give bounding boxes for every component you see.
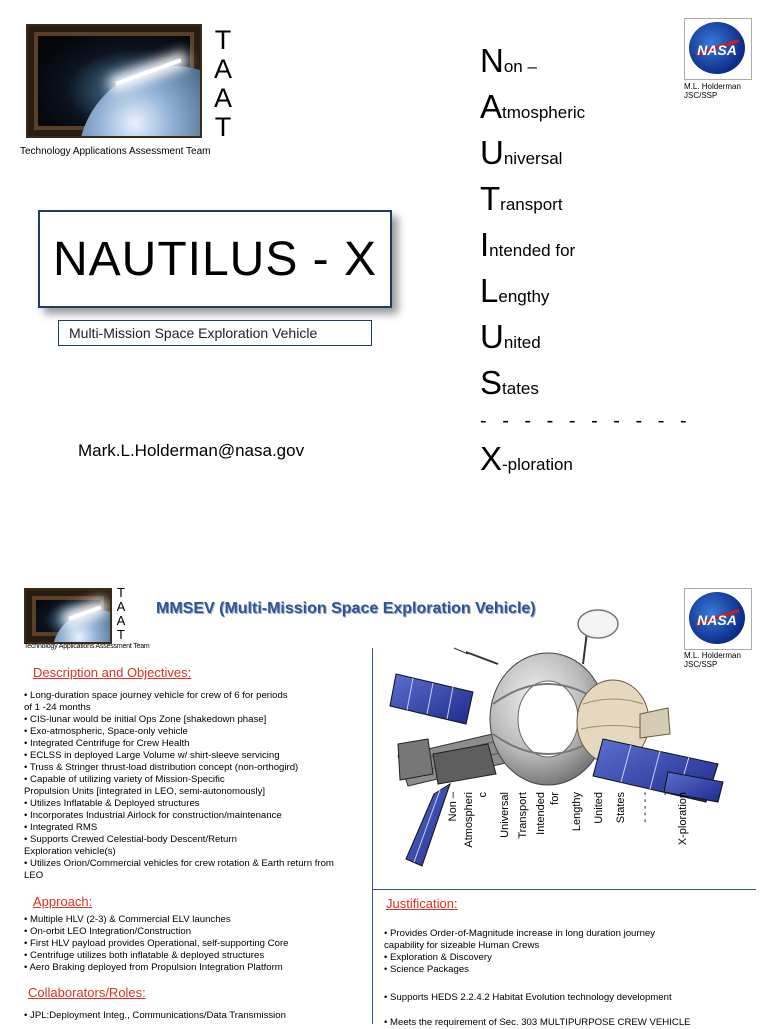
taat-logo-image bbox=[24, 588, 112, 644]
nasa-logo bbox=[684, 18, 752, 80]
vertical-word: - bbox=[659, 792, 671, 796]
author-org: JSC/SSP bbox=[684, 91, 718, 100]
vertical-word: Non – bbox=[447, 792, 459, 822]
vertical-word: c bbox=[477, 792, 489, 798]
list-item: Propulsion Units [integrated in LEO, semi-autonomously] bbox=[24, 786, 266, 797]
collaborators-list bbox=[24, 1010, 286, 1022]
vertical-word: Intended bbox=[535, 792, 547, 835]
list-item: LEO bbox=[24, 870, 44, 881]
acronym-row: Intended for bbox=[480, 226, 576, 263]
acronym-row: Lengthy bbox=[480, 272, 550, 309]
title-box bbox=[38, 210, 392, 308]
subtitle: Multi-Mission Space Exploration Vehicle bbox=[69, 325, 318, 341]
list-item: of 1 -24 months bbox=[24, 702, 91, 713]
justification-list bbox=[384, 928, 655, 976]
solar-array-lower bbox=[406, 784, 450, 866]
acronym-row: X-ploration bbox=[480, 440, 573, 477]
list-item: • Provides Order-of-Magnitude increase in long duration journey bbox=[384, 928, 656, 939]
vertical-word: Atmospheri bbox=[463, 792, 475, 848]
collaborators-heading: Collaborators/Roles: bbox=[28, 985, 146, 1000]
vertical-word: - - - - - bbox=[639, 792, 651, 823]
taat-letter: A bbox=[116, 599, 126, 614]
list-item: • Utilizes Orion/Commercial vehicles for crew rotation & Earth return from bbox=[24, 858, 334, 869]
description-list bbox=[24, 690, 334, 882]
subtitle-box bbox=[58, 320, 372, 346]
nasa-meatball-icon: NASA bbox=[689, 22, 745, 74]
author-name: M.L. Holderman bbox=[684, 82, 741, 91]
list-item: capability for sizeable Human Crews bbox=[384, 940, 540, 951]
email-address: Mark.L.Holderman@nasa.gov bbox=[78, 441, 305, 460]
acronym-row: Universal bbox=[480, 134, 563, 171]
taat-logo-image bbox=[26, 24, 202, 138]
list-item: • Exploration & Discovery bbox=[384, 952, 492, 963]
vertical-word: Transport bbox=[517, 792, 529, 839]
taat-letter: A bbox=[116, 613, 126, 628]
list-item: • Incorporates Industrial Airlock for construction/maintenance bbox=[24, 810, 282, 821]
taat-vertical-letters bbox=[114, 586, 128, 642]
taat-letter: A bbox=[213, 83, 232, 113]
author-block bbox=[684, 82, 741, 100]
acronym-row: United bbox=[480, 318, 541, 355]
list-item: • CIS-lunar would be initial Ops Zone [shakedown phase] bbox=[24, 714, 267, 725]
approach-list bbox=[24, 914, 288, 974]
vertical-acronym bbox=[447, 792, 697, 878]
list-item: • Supports Crewed Celestial-body Descent/Return bbox=[24, 834, 237, 845]
list-item: • Integrated Centrifuge for Crew Health bbox=[24, 738, 190, 749]
author-org: JSC/SSP bbox=[684, 660, 718, 669]
acronym-row: Transport bbox=[480, 180, 563, 217]
list-item: • ECLSS in deployed Large Volume w/ shirt-sleeve servicing bbox=[24, 750, 280, 761]
taat-letter: T bbox=[214, 25, 232, 55]
list-item: • Integrated RMS bbox=[24, 822, 98, 833]
slide-2-title: MMSEV (Multi-Mission Space Exploration Vehicle) bbox=[156, 600, 536, 617]
list-item: • Science Packages bbox=[384, 964, 469, 975]
nasa-meatball-icon: NASA bbox=[689, 592, 745, 644]
vertical-word: United bbox=[593, 792, 605, 824]
list-item: • Multiple HLV (2-3) & Commercial ELV launches bbox=[24, 914, 231, 925]
taat-letter: T bbox=[117, 627, 125, 642]
list-item: • Meets the requirement of Sec. 303 MULTIPURPOSE CREW VEHICLE bbox=[384, 1017, 691, 1028]
justification-heading: Justification: bbox=[386, 896, 458, 911]
acronym-row: Non – bbox=[480, 42, 537, 79]
list-item: • JPL:Deployment Integ., Communications/Data Transmission bbox=[24, 1010, 286, 1021]
author-name: M.L. Holderman bbox=[684, 651, 741, 660]
page-title: NAUTILUS - X bbox=[52, 233, 378, 286]
team-label: Technology Applications Assessment Team bbox=[20, 146, 211, 157]
list-item: • Truss & Stringer thrust-load distribution concept (non-orthogird) bbox=[24, 762, 299, 773]
solar-array-left bbox=[390, 674, 473, 724]
taat-letter: A bbox=[213, 54, 232, 84]
vertical-word: for bbox=[549, 792, 561, 805]
acronym-list bbox=[480, 42, 692, 486]
list-item: • Exo-atmospheric, Space-only vehicle bbox=[24, 726, 188, 737]
acronym-dashes: - - - - - - - - - - bbox=[480, 410, 692, 432]
horizontal-divider bbox=[372, 889, 756, 890]
vertical-word: Lengthy bbox=[571, 792, 583, 832]
taat-vertical-letters bbox=[208, 26, 238, 142]
list-item: • Supports HEDS 2.2.4.2 Habitat Evolution technology development bbox=[384, 992, 672, 1003]
vertical-divider bbox=[372, 648, 373, 1024]
list-item: • Utilizes Inflatable & Deployed structures bbox=[24, 798, 200, 809]
vertical-word: Universal bbox=[499, 792, 511, 838]
list-item: • On-orbit LEO Integration/Construction bbox=[24, 926, 192, 937]
team-label: Technology Applications Assessment Team bbox=[24, 643, 150, 650]
list-item: • Centrifuge utilizes both inflatable & deployed structures bbox=[24, 950, 265, 961]
list-item: Exploration vehicle(s) bbox=[24, 846, 116, 857]
list-item: • First HLV payload provides Operational, self-supporting Core bbox=[24, 938, 289, 949]
acronym-row: States bbox=[480, 364, 539, 401]
list-item: • Capable of utilizing variety of Mission-Specific bbox=[24, 774, 225, 785]
vertical-word: X-ploration bbox=[677, 792, 689, 846]
taat-letter: T bbox=[117, 585, 125, 600]
approach-heading: Approach: bbox=[33, 894, 93, 909]
list-item: • Long-duration space journey vehicle for crew of 6 for periods bbox=[24, 690, 288, 701]
list-item: • Aero Braking deployed from Propulsion Integration Platform bbox=[24, 962, 283, 973]
description-heading: Description and Objectives: bbox=[33, 665, 192, 680]
vertical-word: States bbox=[615, 792, 627, 824]
acronym-row: Atmospheric bbox=[480, 88, 586, 125]
taat-letter: T bbox=[214, 112, 232, 142]
